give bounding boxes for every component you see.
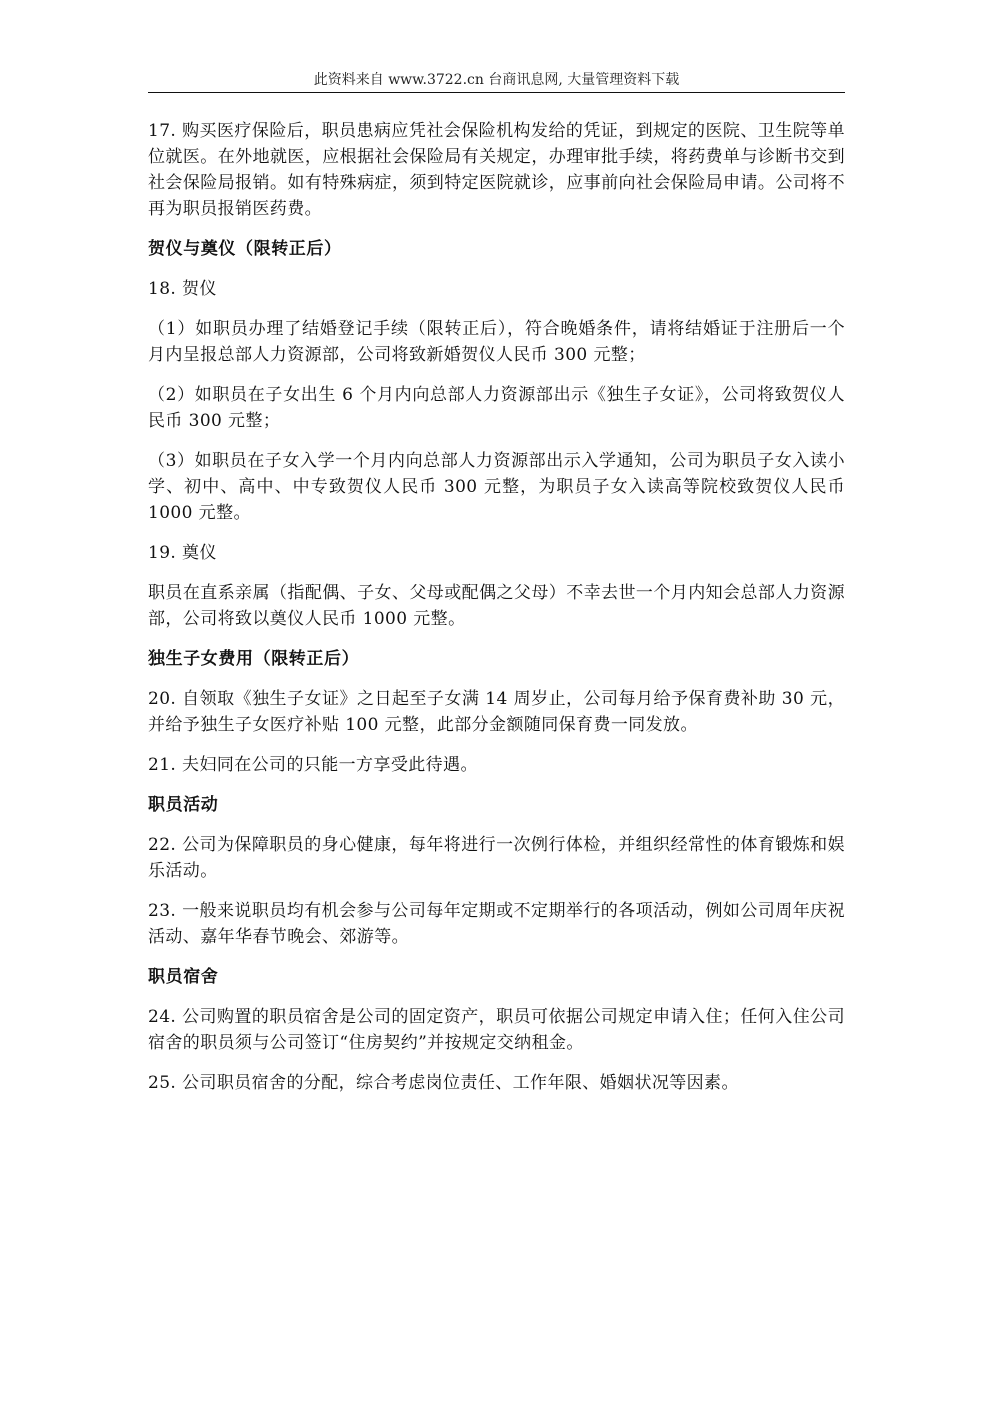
paragraph-18-1: （1）如职员办理了结婚登记手续（限转正后），符合晚婚条件，请将结婚证于注册后一个月内呈报总部人力资源部，公司将致新婚贺仪人民币 300 元整； xyxy=(148,319,845,365)
page-header: 此资料来自 www.3722.cn 台商讯息网, 大量管理资料下载 xyxy=(148,70,845,93)
paragraph-20: 20. 自领取《独生子女证》之日起至子女满 14 周岁止，公司每月给予保育费补助 30 元，并给予独生子女医疗补贴 100 元整，此部分金额随同保育费一同发放。 xyxy=(148,689,845,735)
paragraph-18-3: （3）如职员在子女入学一个月内向总部人力资源部出示入学通知，公司为职员子女入读小学、初中、高中、中专致贺仪人民币 300 元整，为职员子女入读高等院校致贺仪人民币 1000 元整。 xyxy=(148,451,845,523)
section-heading-activities: 职员活动 xyxy=(148,795,219,815)
section-heading-gifts: 贺仪与奠仪（限转正后） xyxy=(148,239,342,259)
section-heading-dormitory: 职员宿舍 xyxy=(148,967,219,987)
paragraph-23: 23. 一般来说职员均有机会参与公司每年定期或不定期举行的各项活动，例如公司周年庆祝活动、嘉年华春节晚会、郊游等。 xyxy=(148,901,845,947)
paragraph-19-title: 19. 奠仪 xyxy=(148,543,217,563)
paragraph-25: 25. 公司职员宿舍的分配，综合考虑岗位责任、工作年限、婚姻状况等因素。 xyxy=(148,1073,739,1093)
paragraph-19-body: 职员在直系亲属（指配偶、子女、父母或配偶之父母）不幸去世一个月内知会总部人力资源部，公司将致以奠仪人民币 1000 元整。 xyxy=(148,583,845,629)
paragraph-21: 21. 夫妇同在公司的只能一方享受此待遇。 xyxy=(148,755,478,775)
document-body xyxy=(148,118,845,1110)
paragraph-24: 24. 公司购置的职员宿舍是公司的固定资产，职员可依据公司规定申请入住；任何入住公司宿舍的职员须与公司签订“住房契约”并按规定交纳租金。 xyxy=(148,1007,845,1053)
paragraph-18-2: （2）如职员在子女出生 6 个月内向总部人力资源部出示《独生子女证》，公司将致贺仪人民币 300 元整； xyxy=(148,385,845,431)
section-heading-only-child: 独生子女费用（限转正后） xyxy=(148,649,360,669)
paragraph-22: 22. 公司为保障职员的身心健康，每年将进行一次例行体检，并组织经常性的体育锻炼和娱乐活动。 xyxy=(148,835,845,881)
paragraph-18-title: 18. 贺仪 xyxy=(148,279,217,299)
paragraph-17: 17. 购买医疗保险后，职员患病应凭社会保险机构发给的凭证，到规定的医院、卫生院等单位就医。在外地就医，应根据社会保险局有关规定，办理审批手续，将药费单与诊断书交到社会保险局报销。如有特殊病症，须到特定医院就诊，应事前向社会保险局申请。公司将不再为职员报销医药费。 xyxy=(148,121,845,219)
